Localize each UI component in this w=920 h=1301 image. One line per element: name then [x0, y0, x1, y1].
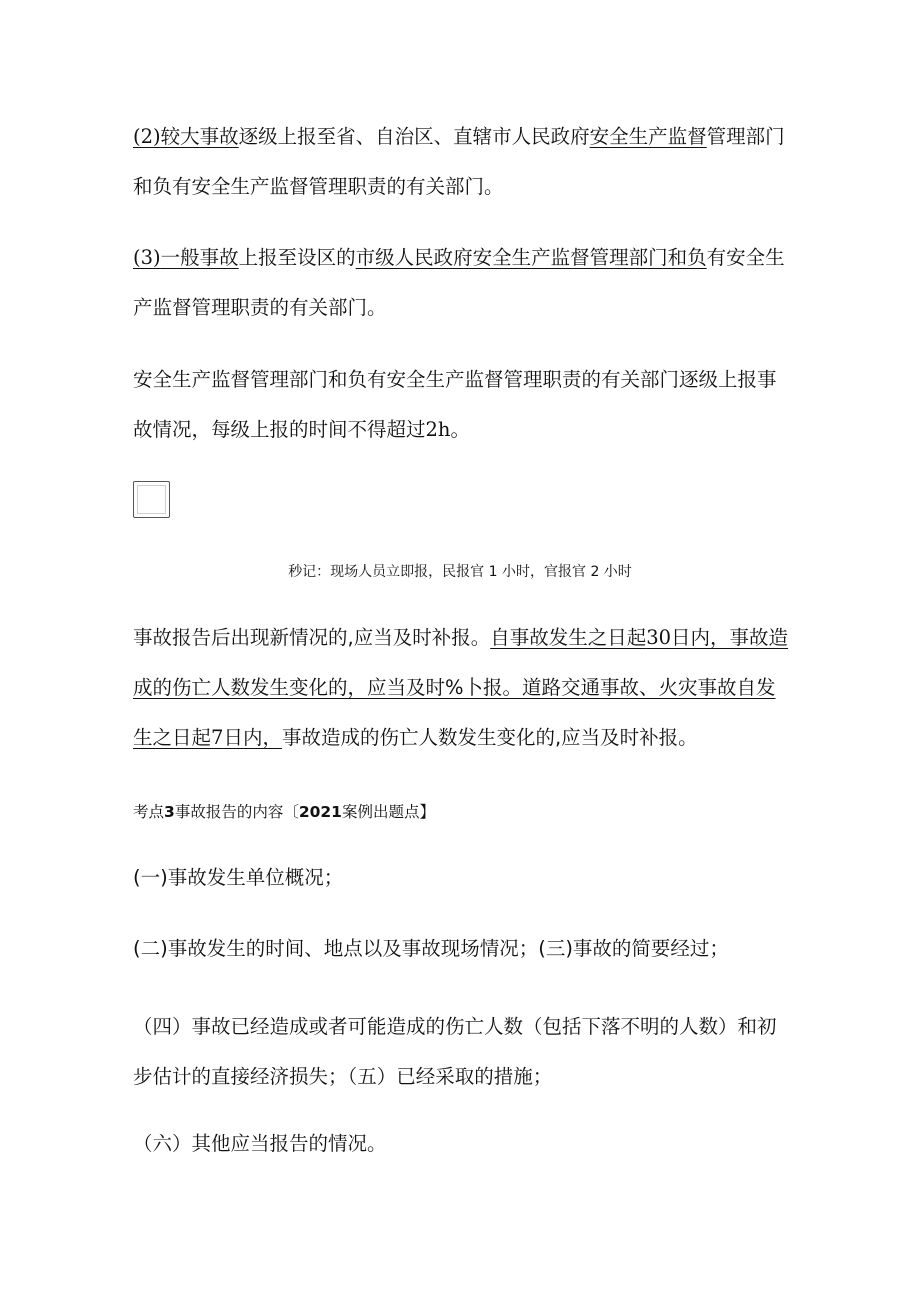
term-city-government: 市级人民政府安全生产监督管理部门和负 — [355, 246, 707, 269]
list-item: (二)事故发生的时间、地点以及事故现场情况；(三)事故的简要经过； — [133, 937, 729, 960]
paragraph-text: 。 — [450, 418, 470, 441]
heading-text: 事故报告的内容〔 — [174, 803, 299, 821]
paragraph-text: 安全生产监督管理部门和负有安全生产监督管理职责的有关部门逐级上报事故情况，每级上报的时间不得超过 — [133, 368, 777, 441]
item-number: (3) — [133, 246, 161, 269]
paragraph-general-accident — [133, 233, 793, 333]
paragraph-text: 事故报告后出现新情况的,应当及时补报。 — [133, 626, 491, 649]
time-limit-value: 2h — [425, 418, 451, 441]
paragraph-text: 有安全生产监督管理职责的有关部门。 — [133, 246, 785, 319]
paragraph-text: 事故造成的伤亡人数发生变化的,应当及时补报。 — [281, 726, 698, 749]
days-value: 7 — [211, 726, 224, 749]
paragraph-supplementary-report — [133, 613, 795, 763]
heading-text: 考点 — [133, 803, 165, 821]
term-larger-accident: 较大事故 — [160, 125, 239, 148]
heading-number: 3 — [164, 803, 175, 821]
days-value: 30 — [646, 626, 672, 649]
term-general-accident: 一般事故 — [160, 246, 239, 269]
underlined-text: 日内， — [223, 726, 282, 749]
list-item: （六）其他应当报告的情况。 — [133, 1132, 387, 1155]
underlined-text: 日内，事故造成的伤亡人数发生变化的，应当及时%卜报。道路交通事故、火灾事故自发生之日起 — [133, 626, 789, 749]
paragraph-text: 逐级上报至省、自治区、直辖市人民政府 — [238, 125, 590, 148]
heading-text: 案例出题点】 — [341, 803, 435, 821]
paragraph-text: 管理部门和负有安全生产监督管理职责的有关部门。 — [133, 125, 785, 198]
mnemonic-note: 秒记：现场人员立即报，民报官 1 小时，官报官 2 小时 — [288, 564, 632, 580]
paragraph-report-time-limit — [133, 355, 793, 455]
heading-year: 2021 — [298, 803, 342, 821]
item-number: (2) — [133, 125, 161, 148]
broken-image-icon — [133, 481, 170, 518]
section-heading — [133, 799, 435, 825]
underlined-text: 自事故发生之日起 — [490, 626, 647, 649]
paragraph-larger-accident — [133, 112, 793, 212]
paragraph-text: 上报至设区的 — [238, 246, 356, 269]
list-item: (一)事故发生单位概况； — [133, 866, 344, 889]
list-item: （四）事故已经造成或者可能造成的伤亡人数（包括下落不明的人数）和初步估计的直接经济损失；（五）已经采取的措施； — [133, 1015, 777, 1088]
term-safety-supervision: 安全生产监督 — [589, 125, 707, 148]
